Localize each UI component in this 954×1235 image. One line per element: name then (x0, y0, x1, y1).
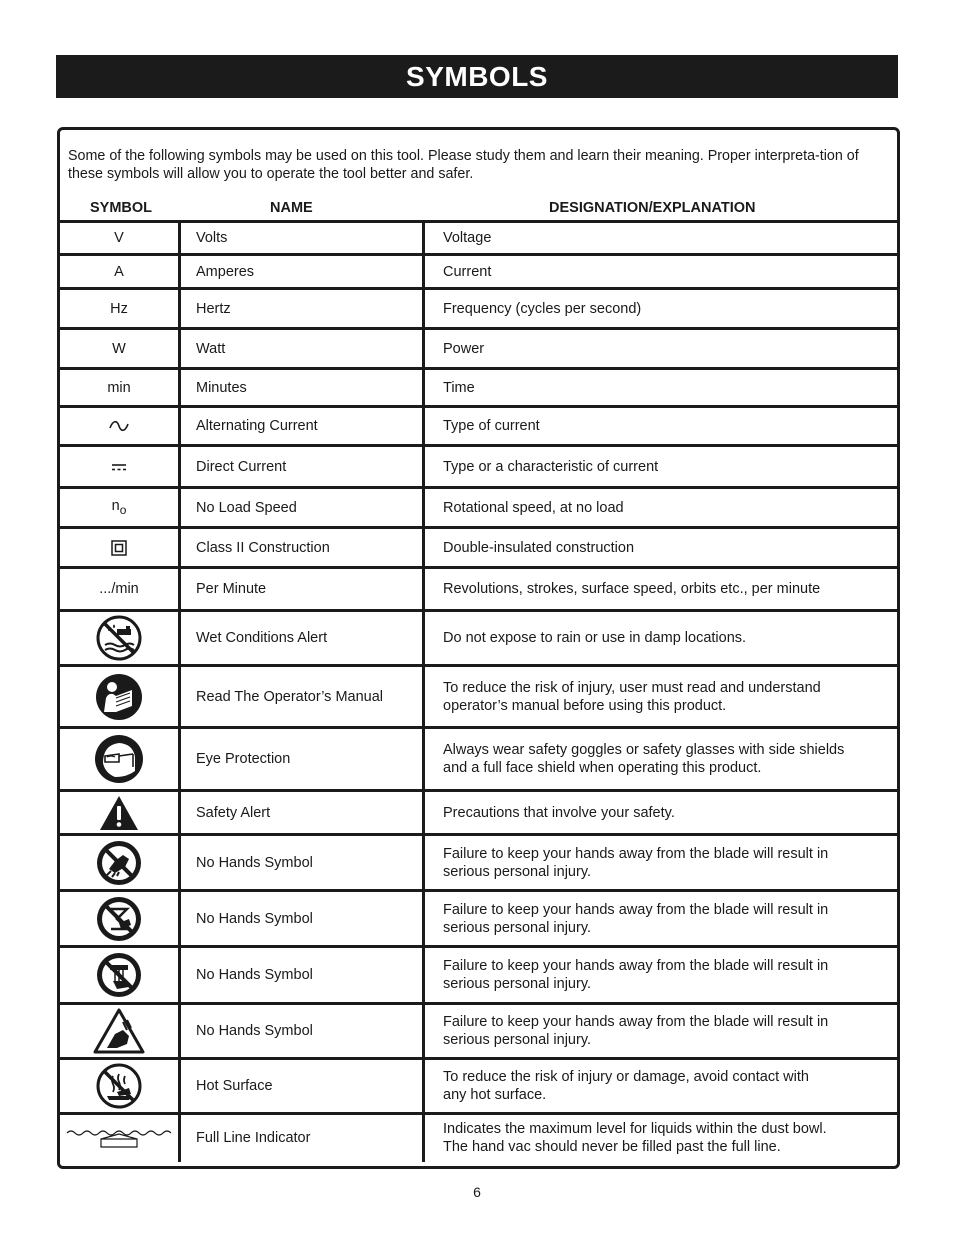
eye-protection-icon (93, 733, 145, 785)
explanation-line: operator’s manual before using this product. (443, 697, 727, 714)
name-cell: No Hands Symbol (180, 1004, 424, 1059)
table-row (60, 728, 897, 791)
name-cell: Minutes (180, 369, 424, 407)
table-row (60, 528, 897, 568)
explanation-line: serious personal injury. (443, 863, 592, 880)
page-number: 6 (473, 1184, 481, 1200)
name-cell: Eye Protection (180, 728, 424, 791)
explanation-cell (424, 947, 898, 1004)
name-cell: No Hands Symbol (180, 835, 424, 891)
name-cell: Hot Surface (180, 1059, 424, 1114)
safety-alert-icon (99, 795, 139, 831)
table-row (60, 568, 897, 611)
explanation-cell (424, 891, 898, 947)
symbol-cell: V (60, 222, 180, 255)
table-row (60, 255, 897, 289)
table-row (60, 407, 897, 446)
explanation-cell (424, 835, 898, 891)
explanation-cell (424, 1004, 898, 1059)
explanation-line: Always wear safety goggles or safety glasses with side shields (443, 742, 845, 758)
symbol-cell (60, 488, 180, 528)
symbol-cell (60, 791, 180, 835)
explanation-cell: Precautions that involve your safety. (424, 791, 898, 835)
explanation-cell (424, 1059, 898, 1114)
table-row (60, 666, 897, 728)
header-symbol: SYMBOL (90, 200, 153, 216)
direct-current-icon (111, 462, 127, 472)
symbol-cell: min (60, 369, 180, 407)
explanation-line: serious personal injury. (443, 976, 592, 992)
class-ii-construction-icon (111, 540, 127, 556)
symbol-cell: Hz (60, 289, 180, 329)
explanation-line: To reduce the risk of injury, user must read and understand (443, 679, 821, 696)
explanation-line: Failure to keep your hands away from the blade will result in (443, 1014, 829, 1030)
intro-text: Some of the following symbols may be used on this tool. Please study them and learn their meaning. Proper interpreta-tion of these symbols will allow you to operate the tool better and safer. (68, 148, 859, 182)
name-cell: Safety Alert (180, 791, 424, 835)
symbol-cell (60, 835, 180, 891)
explanation-cell (424, 728, 898, 791)
explanation-cell (424, 1114, 898, 1162)
explanation-cell: Rotational speed, at no load (424, 488, 898, 528)
name-cell: Wet Conditions Alert (180, 611, 424, 666)
explanation-line: Failure to keep your hands away from the blade will result in (443, 845, 829, 862)
name-cell: Hertz (180, 289, 424, 329)
explanation-line: and a full face shield when operating this product. (443, 760, 762, 776)
explanation-line: Failure to keep your hands away from the blade will result in (443, 958, 829, 974)
explanation-cell: Frequency (cycles per second) (424, 289, 898, 329)
symbol-cell (60, 1059, 180, 1114)
explanation-cell: Power (424, 329, 898, 369)
explanation-cell: Do not expose to rain or use in damp locations. (424, 611, 898, 666)
symbol-cell: A (60, 255, 180, 289)
symbol-cell (60, 1004, 180, 1059)
full-line-indicator-icon (64, 1125, 174, 1151)
explanation-line: any hot surface. (443, 1087, 547, 1103)
table-row (60, 1059, 897, 1114)
hot-surface-icon (95, 1062, 143, 1110)
explanation-cell: Type of current (424, 407, 898, 446)
name-cell: Watt (180, 329, 424, 369)
symbol-cell (60, 666, 180, 728)
symbol-cell (60, 947, 180, 1004)
symbol-cell (60, 1114, 180, 1162)
table-row (60, 446, 897, 488)
explanation-line: serious personal injury. (443, 919, 592, 936)
table-row (60, 1004, 897, 1059)
symbol-cell: .../min (60, 568, 180, 611)
name-cell: Read The Operator’s Manual (180, 666, 424, 728)
symbol-cell (60, 446, 180, 488)
explanation-line: The hand vac should never be filled past the full line. (443, 1139, 781, 1156)
table-row (60, 611, 897, 666)
explanation-line: To reduce the risk of injury or damage, avoid contact with (443, 1069, 809, 1085)
no-hands-icon (95, 839, 143, 887)
table-row (60, 488, 897, 528)
explanation-cell: Voltage (424, 222, 898, 255)
symbol-cell (60, 891, 180, 947)
name-cell: No Hands Symbol (180, 947, 424, 1004)
name-cell: Full Line Indicator (180, 1114, 424, 1162)
symbol-cell (60, 728, 180, 791)
page-title: SYMBOLS (56, 55, 898, 98)
table-row (60, 369, 897, 407)
name-cell: Direct Current (180, 446, 424, 488)
wet-conditions-alert-icon (96, 615, 142, 661)
symbol-cell (60, 407, 180, 446)
name-cell: Per Minute (180, 568, 424, 611)
symbols-table (60, 220, 897, 1162)
header-explanation: DESIGNATION/EXPLANATION (549, 200, 756, 216)
explanation-cell: Time (424, 369, 898, 407)
symbol-subscript: o (119, 502, 127, 517)
table-row (60, 947, 897, 1004)
table-row (60, 329, 897, 369)
explanation-cell: Revolutions, strokes, surface speed, orbits etc., per minute (424, 568, 898, 611)
table-row (60, 222, 897, 255)
explanation-line: Failure to keep your hands away from the blade will result in (443, 901, 829, 918)
explanation-cell (424, 666, 898, 728)
symbol-cell (60, 611, 180, 666)
name-cell: No Hands Symbol (180, 891, 424, 947)
explanation-line: serious personal injury. (443, 1032, 592, 1048)
header-name: NAME (270, 200, 313, 216)
table-row (60, 1114, 897, 1162)
name-cell: Amperes (180, 255, 424, 289)
table-row (60, 289, 897, 329)
table-row (60, 791, 897, 835)
table-row (60, 835, 897, 891)
name-cell: No Load Speed (180, 488, 424, 528)
no-hands-icon (95, 895, 143, 943)
explanation-line: Indicates the maximum level for liquids within the dust bowl. (443, 1121, 827, 1138)
symbols-panel (57, 127, 900, 1169)
table-row (60, 891, 897, 947)
read-manual-icon (94, 672, 144, 722)
no-hands-icon (95, 951, 143, 999)
symbol-cell: W (60, 329, 180, 369)
name-cell: Alternating Current (180, 407, 424, 446)
symbol-main: n (111, 498, 120, 515)
name-cell: Volts (180, 222, 424, 255)
explanation-cell: Double-insulated construction (424, 528, 898, 568)
explanation-cell: Type or a characteristic of current (424, 446, 898, 488)
explanation-cell: Current (424, 255, 898, 289)
no-hands-warning-icon (93, 1008, 145, 1054)
name-cell: Class II Construction (180, 528, 424, 568)
symbol-cell (60, 528, 180, 568)
alternating-current-icon (108, 419, 130, 433)
